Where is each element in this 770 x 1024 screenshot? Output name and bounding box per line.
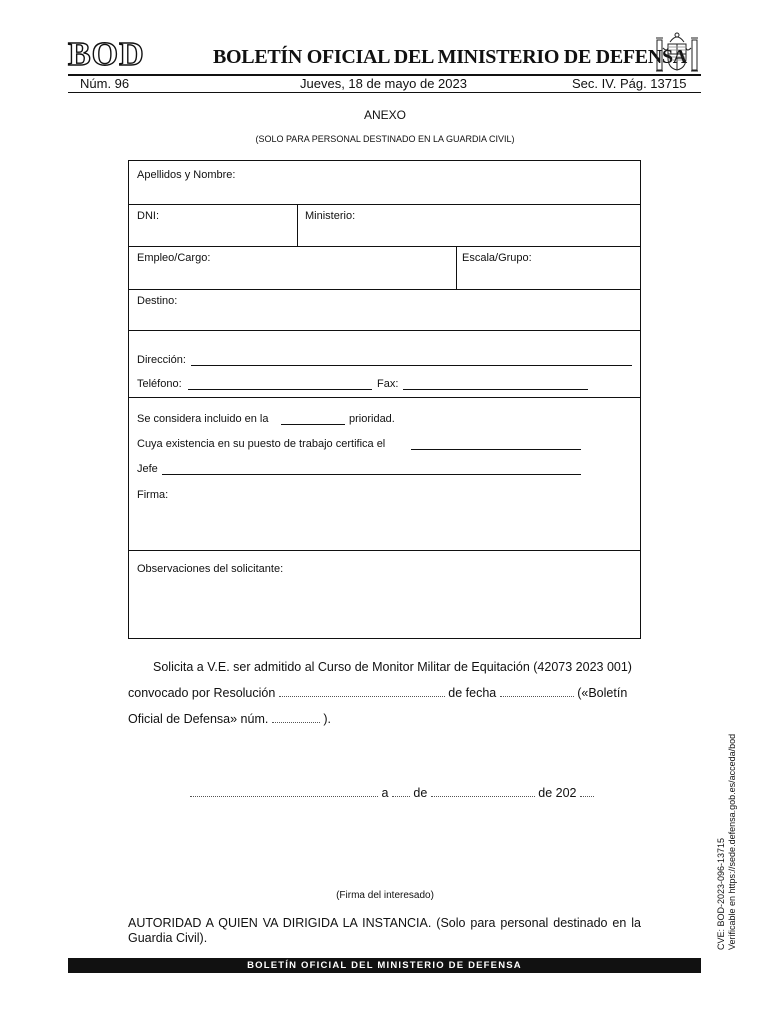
ministerio-label: Ministerio: bbox=[305, 210, 356, 222]
form-divider bbox=[129, 330, 640, 331]
request-text-5: Oficial de Defensa» núm. bbox=[128, 712, 269, 726]
direccion-label: Dirección: bbox=[137, 354, 186, 366]
fecha-field[interactable] bbox=[500, 686, 574, 697]
section-page: Sec. IV. Pág. 13715 bbox=[572, 76, 687, 91]
form-divider bbox=[456, 246, 457, 289]
telefono-label: Teléfono: bbox=[137, 378, 182, 390]
issue-date: Jueves, 18 de mayo de 2023 bbox=[300, 76, 467, 91]
request-line-1 bbox=[128, 654, 641, 680]
fax-field[interactable] bbox=[403, 389, 588, 390]
annex-title: ANEXO bbox=[363, 108, 406, 122]
place-date-line bbox=[190, 786, 594, 800]
annex-subtitle: (SOLO PARA PERSONAL DESTINADO EN LA GUARDIA CIVIL) bbox=[255, 134, 515, 144]
prioridad-field[interactable] bbox=[281, 424, 345, 425]
certifica-field[interactable] bbox=[411, 449, 581, 450]
request-line-2 bbox=[128, 680, 641, 706]
empleo-label: Empleo/Cargo: bbox=[137, 252, 211, 264]
coat-of-arms-icon bbox=[653, 30, 701, 74]
prioridad-label: prioridad. bbox=[349, 413, 395, 425]
incluido-label: Se considera incluido en la bbox=[137, 413, 269, 425]
form-divider bbox=[129, 550, 640, 551]
dni-label: DNI: bbox=[137, 210, 159, 222]
cve-code: CVE: BOD-2023-096-13715 bbox=[716, 837, 726, 950]
issue-number: Núm. 96 bbox=[80, 76, 130, 91]
resolucion-field[interactable] bbox=[279, 686, 445, 697]
anio-field[interactable] bbox=[580, 786, 594, 797]
request-paragraph bbox=[128, 654, 641, 732]
firma-label: Firma: bbox=[137, 489, 169, 501]
existencia-label: Cuya existencia en su puesto de trabajo certifica el bbox=[137, 438, 386, 450]
telefono-field[interactable] bbox=[188, 389, 372, 390]
dia-field[interactable] bbox=[392, 786, 410, 797]
place-a: a bbox=[381, 786, 389, 800]
form-divider bbox=[129, 289, 640, 290]
place-de: de bbox=[413, 786, 428, 800]
bod-logo: BOD bbox=[68, 36, 145, 73]
request-text-1: Solicita a V.E. ser admitido al Curso de Monitor Militar de Equitación (42073 2023 001) bbox=[153, 660, 632, 674]
footer-title: BOLETÍN OFICIAL DEL MINISTERIO DE DEFENSA bbox=[247, 960, 522, 971]
request-text-2: convocado por Resolución bbox=[128, 686, 276, 700]
request-line-3 bbox=[128, 706, 641, 732]
form-divider bbox=[129, 246, 640, 247]
observaciones-label: Observaciones del solicitante: bbox=[137, 563, 284, 575]
fax-label: Fax: bbox=[377, 378, 399, 390]
header-rule-bottom bbox=[68, 92, 701, 93]
destino-label: Destino: bbox=[137, 295, 178, 307]
form-divider bbox=[297, 204, 298, 246]
apellidos-label: Apellidos y Nombre: bbox=[137, 169, 236, 181]
escala-label: Escala/Grupo: bbox=[462, 252, 532, 264]
jefe-label: Jefe bbox=[137, 463, 158, 475]
verification-url[interactable]: Verificable en https://sede.defensa.gob.es/acceda/bod bbox=[727, 733, 737, 950]
signature-caption: (Firma del interesado) bbox=[336, 890, 434, 901]
mes-field[interactable] bbox=[431, 786, 535, 797]
form-divider bbox=[129, 204, 640, 205]
jefe-field[interactable] bbox=[162, 474, 581, 475]
form-divider bbox=[129, 397, 640, 398]
request-text-4: («Boletín bbox=[577, 686, 628, 700]
application-form bbox=[128, 160, 641, 639]
authority-text: AUTORIDAD A QUIEN VA DIRIGIDA LA INSTANCIA. (Solo para personal destinado en la Guardia Civil). bbox=[128, 916, 641, 945]
place-de202: de 202 bbox=[538, 786, 577, 800]
side-verification bbox=[716, 734, 738, 950]
publication-title: BOLETÍN OFICIAL DEL MINISTERIO DE DEFENSA bbox=[213, 46, 687, 68]
lugar-field[interactable] bbox=[190, 786, 378, 797]
request-text-3: de fecha bbox=[448, 686, 497, 700]
direccion-field[interactable] bbox=[191, 365, 632, 366]
request-text-6: ). bbox=[323, 712, 331, 726]
numero-field[interactable] bbox=[272, 712, 320, 723]
